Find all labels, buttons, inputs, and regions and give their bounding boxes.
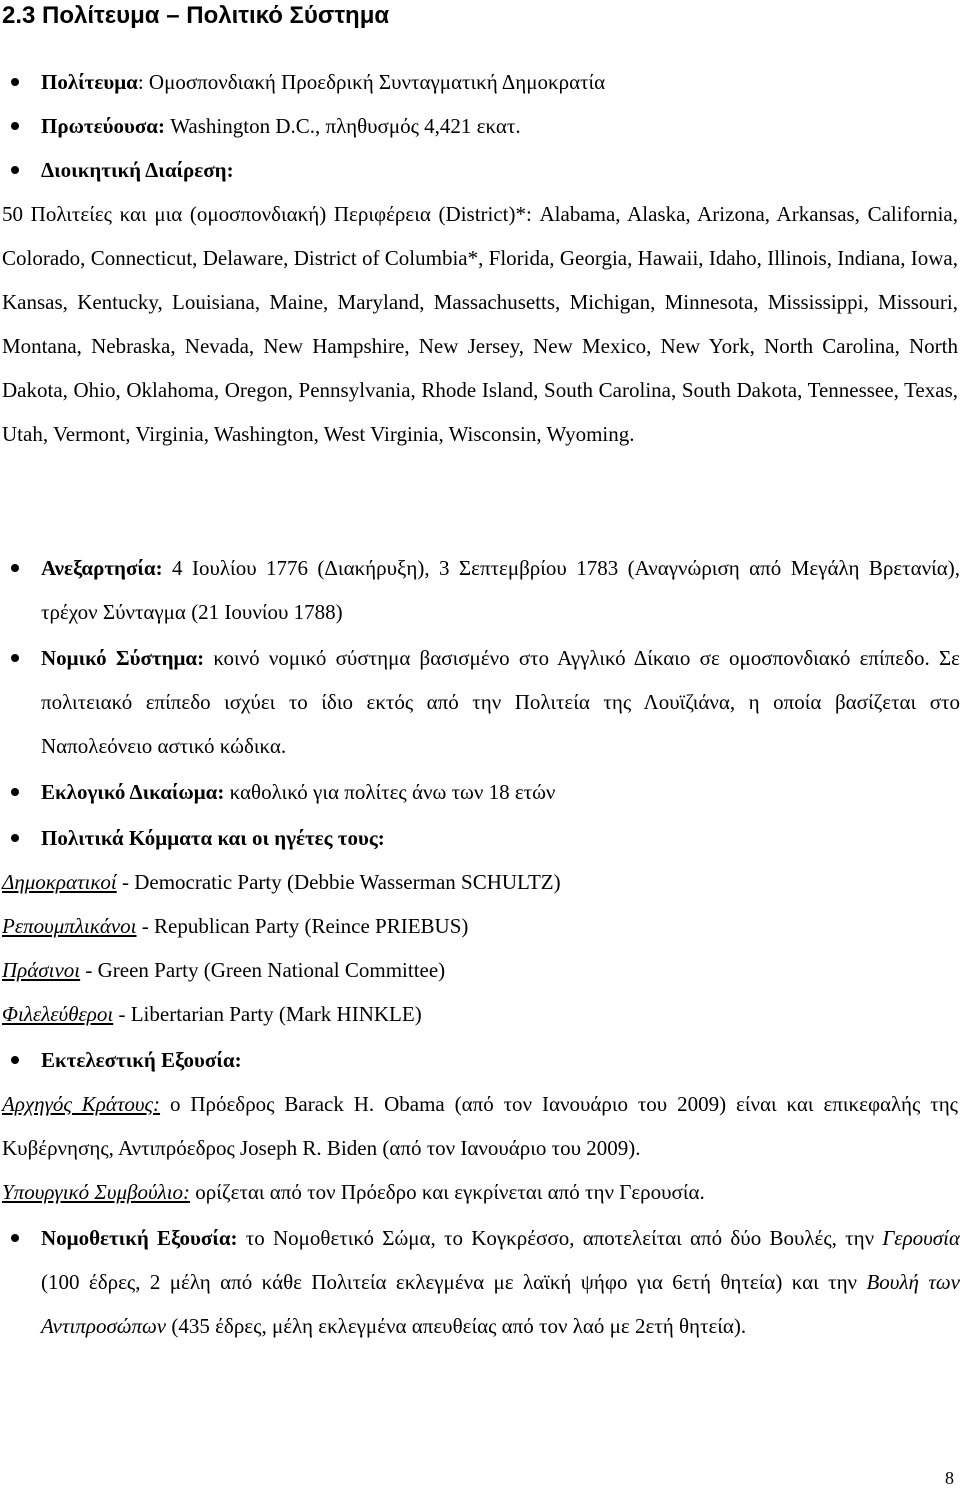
page-number: 8 xyxy=(945,1468,954,1488)
independence-label: Ανεξαρτησία: xyxy=(41,556,163,580)
division-text: 50 Πολιτείες και μια (ομοσπονδιακή) Περιφέρεια (District)*: Alabama, Alaska, Arizona, Arkansas, California, Colorado, Connecticut, Delaware, District of Columbia*, Florida, Georgia, Hawaii, Idaho, Illinois, Indiana, Iowa, Kansas, Kentucky, Louisiana, Maine, Maryland, Massachusetts, Michigan, Minnesota, Mississippi, Missouri, Montana, Nebraska, Nevada, New Hampshire, New Jersey, New Mexico, New York, North Carolina, North Dakota, Ohio, Oklahoma, Oregon, Pennsylvania, Rhode Island, South Carolina, South Dakota, Tennessee, Texas, Utah, Vermont, Virginia, Washington, West Virginia, Wisconsin, Wyoming. xyxy=(2,202,958,446)
suffrage-label: Εκλογικό Δικαίωμα: xyxy=(41,780,225,804)
party-item: Πράσινοι - Green Party (Green National Committee) xyxy=(2,958,446,982)
capital-label: Πρωτεύουσα: xyxy=(41,114,166,138)
bullet-icon xyxy=(11,564,19,572)
division-label: Διοικητική Διαίρεση: xyxy=(41,158,234,182)
capital-value: Washington D.C., πληθυσμός 4,421 εκατ. xyxy=(165,114,521,138)
party-greek-name: Ρεπουμπλικάνοι xyxy=(2,914,137,938)
party-item: Ρεπουμπλικάνοι - Republican Party (Reince PRIEBUS) xyxy=(2,914,469,938)
document-page: 2.3 Πολίτευμα – Πολιτικό Σύστημα Πολίτευμα: Ομοσπονδιακή Προεδρική Συνταγματική Δημοκρατία Πρωτεύουσα: Washington D.C., πληθυσμός 4,421 εκατ. Διοικητική Διαίρεση: 50 Πολιτείες και μια (ομοσπονδιακή) Περιφέρεια (District)*: Alabama, Alaska, Arizona, Arkansas, California, Colorado, Connecticut, Delaware, District of Columbia*, Florida, Georgia, Hawaii, Idaho, Illinois, Indiana, Iowa, Kansas, Kentucky, Louisiana, Maine, Maryland, Massachusetts, Michigan, Minnesota, Mississippi, Missouri, Montana, Nebraska, Nevada, New Hampshire, New Jersey, New Mexico, New York, North Carolina, North Dakota, Ohio, Oklahoma, Oregon, Pennsylvania, Rhode Island, South Carolina, South Dakota, Tennessee, Texas, Utah, Vermont, Virginia, Washington, West Virginia, Wisconsin, Wyoming. Ανεξαρτησία: 4 Ιουλίου 1776 (Διακήρυξη), 3 Σεπτεμβρίου 1783 (Αναγνώριση από Μεγάλη Βρετανία), τρέχον Σύνταγμα (21 Ιουνίου 1788) Νομικό Σύστημα: κοινό νομικό σύστημα βασισμένο στο Αγγλικό Δίκαιο σε ομοσπονδιακό επίπεδο. Σε πολιτειακό επίπεδο ισχύει το ίδιο εκτός από την Πολιτεία της Λουϊζιάνα, η οποία βασίζεται στο Ναπολεόνειο αστικό κώδικα. Εκλογικό Δικαίωμα: καθολικό για πολίτες άνω των 18 ετών Πολιτικά Κόμματα και οι ηγέτες τους: Δημοκρατικοί - Democratic Party (Debbie Wasserman SCHULTZ) Ρεπουμπλικάνοι - Republican Party (Reince PRIEBUS) Πράσινοι - Green Party (Green National Committee) Φιλελεύθεροι - Libertarian Party (Mark HINKLE) Εκτελεστική Εξουσία: Αρχηγός Κράτους: ο Πρόεδρος Barack H. Obama (από τον Ιανουάριο του 2009) είναι και επικεφαλής της Κυβέρνησης, Αντιπρόεδρος Joseph R. Biden (από τον Ιανουάριο του 2009). Υπουργικό Συμβούλιο: ορίζεται από τον Πρόεδρο και εγκρίνεται από την Γερουσία. Νομοθετική Εξουσία: το Νομοθετικό Σώμα, το Κογκρέσσο, αποτελείται από δύο Βουλές, την Γερουσία (100 έδρες, 2 μέλη από κάθε Πολιτεία εκλεγμένα με λαϊκή ψήφο για 6ετή θητεία) και την Βουλή των Αντιπροσώπων (435 έδρες, μέλη εκλεγμένα απευθείας από τον λαό με 2ετή θητεία). 8 xyxy=(2,2,960,1488)
parties-label: Πολιτικά Κόμματα και οι ηγέτες τους: xyxy=(41,826,385,850)
party-item: Δημοκρατικοί - Democratic Party (Debbie Wasserman SCHULTZ) xyxy=(2,870,561,894)
party-greek-name: Πράσινοι xyxy=(2,958,81,982)
section-heading: 2.3 Πολίτευμα – Πολιτικό Σύστημα xyxy=(2,2,390,29)
legal-value: κοινό νομικό σύστημα βασισμένο στο Αγγλικό Δίκαιο σε ομοσπονδιακό επίπεδο. Σε πολιτειακό επίπεδο ισχύει το ίδιο εκτός από την Πολιτεία της Λουϊζιάνα, η οποία βασίζεται στο Ναπολεόνειο αστικό κώδικα. xyxy=(41,646,960,758)
executive-head-text: Αρχηγός Κράτους: ο Πρόεδρος Barack H. Obama (από τον Ιανουάριο του 2009) είναι και επικεφαλής της Κυβέρνησης, Αντιπρόεδρος Joseph R. Biden (από τον Ιανουάριο του 2009). xyxy=(2,1092,958,1160)
bullet-icon xyxy=(11,654,19,662)
politeuma-value: : Ομοσπονδιακή Προεδρική Συνταγματική Δημοκρατία xyxy=(137,70,606,94)
bullet-icon xyxy=(11,788,19,796)
bullet-icon xyxy=(11,122,19,130)
executive-cabinet-text: Υπουργικό Συμβούλιο: ορίζεται από τον Πρόεδρο και εγκρίνεται από την Γερουσία. xyxy=(2,1180,705,1204)
bullet-icon xyxy=(11,834,19,842)
party-item: Φιλελεύθεροι - Libertarian Party (Mark HINKLE) xyxy=(2,1002,422,1026)
cabinet-label: Υπουργικό Συμβούλιο: xyxy=(2,1180,191,1204)
politeuma-label: Πολίτευμα xyxy=(41,70,138,94)
party-greek-name: Δημοκρατικοί xyxy=(2,870,117,894)
independence-value: 4 Ιουλίου 1776 (Διακήρυξη), 3 Σεπτεμβρίου 1783 (Αναγνώριση από Μεγάλη Βρετανία), τρέχον Σύνταγμα (21 Ιουνίου 1788) xyxy=(41,556,960,624)
senate-term: Γερουσία xyxy=(882,1226,960,1250)
party-greek-name: Φιλελεύθεροι xyxy=(2,1002,114,1026)
legal-label: Νομικό Σύστημα: xyxy=(41,646,205,670)
executive-label: Εκτελεστική Εξουσία: xyxy=(41,1048,242,1072)
house-term: Βουλή των Αντιπροσώπων xyxy=(41,1270,960,1338)
bullet-icon xyxy=(11,1056,19,1064)
head-of-state-label: Αρχηγός Κράτους: xyxy=(2,1092,161,1116)
suffrage-value: καθολικό για πολίτες άνω των 18 ετών xyxy=(224,780,556,804)
bullet-icon xyxy=(11,78,19,86)
bullet-icon xyxy=(11,1234,19,1242)
bullet-icon xyxy=(11,166,19,174)
legislative-label: Νομοθετική Εξουσία: xyxy=(41,1226,238,1250)
